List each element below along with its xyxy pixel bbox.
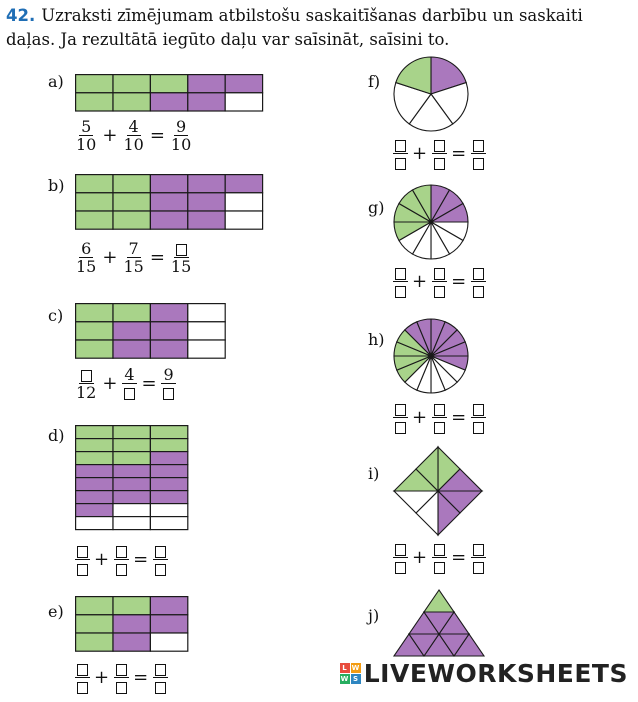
answer-box[interactable]	[155, 682, 166, 694]
denominator[interactable]	[432, 418, 447, 435]
fraction	[152, 660, 168, 695]
plus-sign: +	[412, 271, 428, 292]
denominator[interactable]	[432, 558, 447, 575]
fraction	[74, 366, 98, 401]
grid-cell	[150, 615, 187, 633]
numerator[interactable]	[471, 400, 486, 418]
label-b: b)	[48, 176, 65, 195]
numerator[interactable]	[393, 264, 408, 282]
label-c: c)	[48, 306, 64, 325]
grid-cell	[76, 93, 113, 111]
grid-cell	[150, 478, 187, 491]
denominator[interactable]	[471, 282, 486, 299]
denominator[interactable]	[75, 678, 90, 695]
triangle-piece	[424, 590, 454, 612]
grid-cell	[76, 340, 113, 358]
fraction	[121, 118, 145, 153]
answer-box[interactable]	[395, 544, 406, 556]
plus-sign: +	[102, 125, 118, 146]
figure-b-grid	[75, 174, 263, 230]
grid-cell	[188, 93, 225, 111]
grid-cell	[113, 517, 150, 530]
denominator[interactable]	[122, 384, 137, 401]
fraction	[74, 660, 90, 695]
fraction	[74, 542, 90, 577]
equation-d[interactable]	[74, 542, 168, 577]
grid-cell	[113, 478, 150, 491]
brand-logo-icon: L W W S	[340, 664, 360, 683]
grid-cell	[188, 193, 225, 211]
label-d: d)	[48, 426, 65, 445]
answer-box[interactable]	[473, 562, 484, 574]
denominator: 12	[76, 383, 97, 402]
grid-cell	[150, 439, 187, 452]
grid-cell	[150, 504, 187, 517]
equation-g[interactable]	[392, 264, 486, 299]
label-g: g)	[368, 198, 385, 217]
answer-box[interactable]	[473, 286, 484, 298]
answer-box[interactable]	[395, 268, 406, 280]
numerator[interactable]	[432, 264, 447, 282]
denominator[interactable]	[432, 154, 447, 171]
answer-box[interactable]	[395, 140, 406, 152]
answer-box[interactable]	[473, 158, 484, 170]
grid-cell	[188, 75, 225, 93]
numerator[interactable]	[471, 136, 486, 154]
figure-c-grid	[75, 303, 225, 359]
equals-sign: =	[149, 247, 165, 268]
answer-box[interactable]	[116, 546, 127, 558]
grid-cell	[113, 322, 150, 340]
figure-d-grid	[75, 425, 188, 531]
grid-cell	[76, 491, 113, 504]
figure-j-triangle	[393, 588, 485, 658]
numerator[interactable]	[432, 540, 447, 558]
equals-sign: =	[133, 549, 149, 570]
denominator: 15	[170, 257, 192, 276]
numerator[interactable]	[174, 240, 189, 258]
fraction	[470, 400, 486, 435]
numerator: 4	[128, 117, 139, 136]
grid-cell	[76, 304, 113, 322]
fraction	[392, 540, 408, 575]
grid-cell	[76, 193, 113, 211]
figure-a-grid	[75, 74, 263, 112]
fraction	[431, 136, 447, 171]
denominator[interactable]	[114, 678, 129, 695]
fraction	[470, 264, 486, 299]
grid-cell	[150, 633, 187, 651]
plus-sign: +	[102, 373, 118, 394]
answer-box[interactable]	[77, 664, 88, 676]
answer-box[interactable]	[434, 286, 445, 298]
grid-cell	[113, 193, 150, 211]
equation-b[interactable]	[74, 240, 193, 275]
numerator: 6	[81, 239, 92, 258]
task-number: 42.	[6, 6, 36, 25]
numerator[interactable]	[393, 540, 408, 558]
equals-sign: =	[133, 667, 149, 688]
grid-cell	[150, 75, 187, 93]
grid-cell	[76, 615, 113, 633]
task-header	[6, 4, 632, 52]
equals-sign: =	[149, 125, 165, 146]
equals-sign: =	[451, 407, 467, 428]
fraction	[392, 136, 408, 171]
answer-box[interactable]	[434, 158, 445, 170]
equation-h[interactable]	[392, 400, 486, 435]
grid-cell	[76, 452, 113, 465]
answer-box[interactable]	[124, 388, 135, 400]
plus-sign: +	[94, 667, 110, 688]
grid-cell	[76, 211, 113, 229]
fraction	[74, 240, 98, 275]
grid-cell	[76, 439, 113, 452]
numerator[interactable]	[75, 660, 90, 678]
grid-cell	[225, 93, 262, 111]
grid-cell	[113, 175, 150, 193]
fraction	[113, 660, 129, 695]
grid-cell	[76, 426, 113, 439]
grid-cell	[113, 633, 150, 651]
numerator[interactable]	[153, 660, 168, 678]
numerator[interactable]	[114, 542, 129, 560]
grid-cell	[113, 340, 150, 358]
grid-cell	[150, 340, 187, 358]
answer-box[interactable]	[77, 564, 88, 576]
label-a: a)	[48, 72, 64, 91]
grid-cell	[188, 340, 225, 358]
numerator: 9	[163, 365, 174, 384]
figure-e-grid	[75, 596, 188, 652]
answer-box[interactable]	[81, 370, 92, 382]
denominator[interactable]	[393, 418, 408, 435]
answer-box[interactable]	[473, 404, 484, 416]
fraction	[169, 240, 193, 275]
answer-box[interactable]	[434, 562, 445, 574]
grid-cell	[113, 452, 150, 465]
grid-cell	[225, 175, 262, 193]
equation-f[interactable]	[392, 136, 486, 171]
grid-cell	[76, 322, 113, 340]
numerator: 9	[175, 117, 187, 136]
fraction	[121, 240, 145, 275]
equals-sign: =	[451, 547, 467, 568]
grid-cell	[113, 615, 150, 633]
numerator[interactable]	[432, 136, 447, 154]
grid-cell	[113, 93, 150, 111]
figure-h-circle	[393, 318, 469, 394]
grid-cell	[113, 465, 150, 478]
denominator[interactable]	[153, 678, 168, 695]
task-text: Uzraksti zīmējumam atbilstošu saskaitīšanas darbību un saskaiti daļas. Ja rezultātā iegūto daļu var saīsināt, saīsini to.	[6, 6, 583, 49]
fraction	[392, 264, 408, 299]
grid-cell	[150, 322, 187, 340]
answer-box[interactable]	[473, 422, 484, 434]
numerator: 7	[128, 239, 139, 258]
label-f: f)	[368, 72, 381, 91]
numerator[interactable]	[153, 542, 168, 560]
denominator[interactable]	[471, 418, 486, 435]
grid-cell	[76, 633, 113, 651]
fraction	[121, 366, 137, 401]
answer-box[interactable]	[434, 404, 445, 416]
grid-cell	[188, 175, 225, 193]
answer-box[interactable]	[395, 404, 406, 416]
grid-cell	[113, 597, 150, 615]
denominator: 15	[123, 257, 144, 276]
equals-sign: =	[141, 373, 157, 394]
grid-cell	[150, 304, 187, 322]
figure-g-circle	[393, 184, 469, 260]
equation-c[interactable]	[74, 366, 177, 401]
fraction	[392, 400, 408, 435]
numerator[interactable]	[471, 264, 486, 282]
equals-sign: =	[451, 271, 467, 292]
denominator[interactable]	[471, 154, 486, 171]
grid-cell	[76, 517, 113, 530]
brand-text: LIVEWORKSHEETS	[363, 659, 628, 688]
grid-cell	[113, 211, 150, 229]
grid-cell	[150, 426, 187, 439]
numerator[interactable]	[393, 400, 408, 418]
answer-box[interactable]	[395, 286, 406, 298]
denominator[interactable]	[114, 560, 129, 577]
grid-cell	[150, 193, 187, 211]
fraction	[431, 400, 447, 435]
denominator[interactable]	[153, 560, 168, 577]
fraction	[470, 540, 486, 575]
numerator[interactable]	[75, 542, 90, 560]
denominator[interactable]	[161, 384, 176, 401]
grid-cell	[113, 75, 150, 93]
plus-sign: +	[412, 407, 428, 428]
answer-box[interactable]	[434, 544, 445, 556]
grid-cell	[113, 439, 150, 452]
grid-cell	[188, 304, 225, 322]
denominator: 15	[76, 257, 97, 276]
plus-sign: +	[412, 143, 428, 164]
fraction	[161, 366, 177, 401]
grid-cell	[76, 75, 113, 93]
label-i: i)	[368, 464, 380, 483]
grid-cell	[225, 75, 262, 93]
label-e: e)	[48, 602, 64, 621]
grid-cell	[76, 478, 113, 491]
grid-cell	[150, 465, 187, 478]
answer-box[interactable]	[473, 544, 484, 556]
fraction	[169, 118, 193, 153]
equation-i[interactable]	[392, 540, 486, 575]
numerator[interactable]	[114, 660, 129, 678]
answer-box[interactable]	[155, 546, 166, 558]
grid-cell	[150, 211, 187, 229]
answer-box[interactable]	[434, 268, 445, 280]
equals-sign: =	[451, 143, 467, 164]
liveworksheets-logo	[340, 659, 628, 688]
grid-cell	[150, 452, 187, 465]
grid-cell	[76, 465, 113, 478]
answer-box[interactable]	[395, 562, 406, 574]
answer-box[interactable]	[434, 140, 445, 152]
answer-box[interactable]	[116, 664, 127, 676]
fraction	[431, 540, 447, 575]
fraction	[470, 136, 486, 171]
denominator[interactable]	[432, 282, 447, 299]
answer-box[interactable]	[473, 268, 484, 280]
grid-cell	[113, 491, 150, 504]
grid-cell	[225, 193, 262, 211]
fraction	[431, 264, 447, 299]
answer-box[interactable]	[116, 682, 127, 694]
grid-cell	[76, 597, 113, 615]
fraction	[74, 118, 98, 153]
answer-box[interactable]	[473, 140, 484, 152]
equation-a[interactable]	[74, 118, 193, 153]
answer-box[interactable]	[176, 244, 187, 256]
denominator: 10	[76, 135, 97, 154]
equation-e[interactable]	[74, 660, 168, 695]
numerator[interactable]	[471, 540, 486, 558]
answer-box[interactable]	[434, 422, 445, 434]
grid-cell	[150, 517, 187, 530]
answer-box[interactable]	[155, 664, 166, 676]
figure-i-diamond	[393, 446, 483, 536]
label-h: h)	[368, 330, 385, 349]
numerator: 5	[81, 117, 92, 136]
grid-cell	[150, 175, 187, 193]
numerator[interactable]	[79, 366, 94, 384]
plus-sign: +	[102, 247, 118, 268]
grid-cell	[188, 211, 225, 229]
fraction	[152, 542, 168, 577]
answer-box[interactable]	[163, 388, 174, 400]
denominator[interactable]	[393, 154, 408, 171]
label-j: j)	[368, 606, 380, 625]
denominator: 10	[170, 135, 192, 154]
plus-sign: +	[412, 547, 428, 568]
denominator[interactable]	[75, 560, 90, 577]
answer-box[interactable]	[77, 546, 88, 558]
grid-cell	[150, 597, 187, 615]
denominator[interactable]	[471, 558, 486, 575]
grid-cell	[76, 504, 113, 517]
grid-cell	[225, 211, 262, 229]
denominator[interactable]	[393, 558, 408, 575]
grid-cell	[113, 304, 150, 322]
numerator: 4	[124, 365, 135, 384]
answer-box[interactable]	[116, 564, 127, 576]
answer-box[interactable]	[395, 158, 406, 170]
denominator: 10	[123, 135, 144, 154]
numerator[interactable]	[393, 136, 408, 154]
grid-cell	[150, 93, 187, 111]
answer-box[interactable]	[395, 422, 406, 434]
answer-box[interactable]	[155, 564, 166, 576]
grid-cell	[150, 491, 187, 504]
grid-cell	[113, 504, 150, 517]
grid-cell	[113, 426, 150, 439]
numerator[interactable]	[432, 400, 447, 418]
figure-f-circle	[393, 56, 469, 132]
denominator[interactable]	[393, 282, 408, 299]
grid-cell	[76, 175, 113, 193]
fraction	[113, 542, 129, 577]
answer-box[interactable]	[77, 682, 88, 694]
plus-sign: +	[94, 549, 110, 570]
grid-cell	[188, 322, 225, 340]
